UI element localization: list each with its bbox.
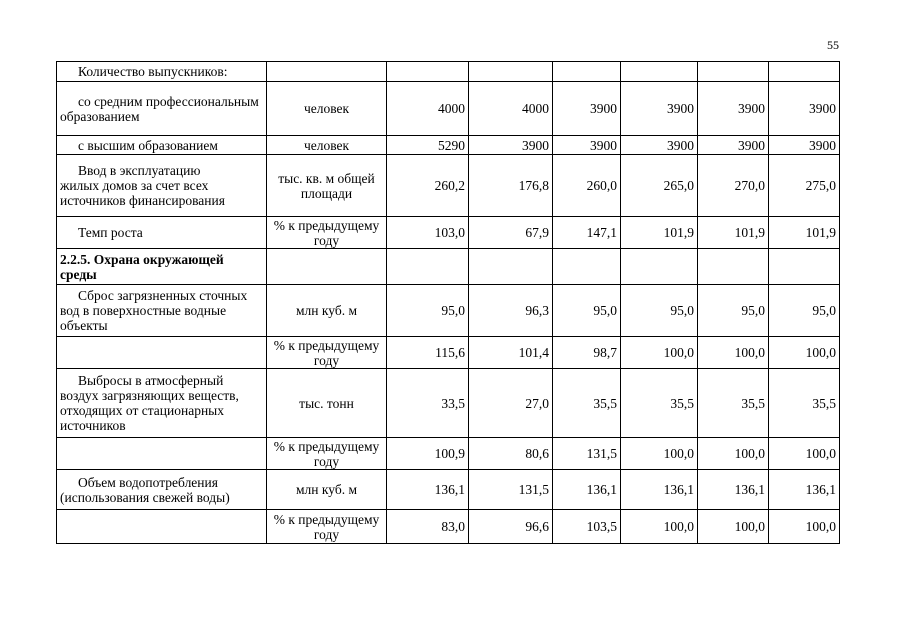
table-row [57,82,840,136]
value-cell: 96,3 [469,285,553,337]
value-cell [469,62,553,82]
table-row [57,438,840,470]
value-cell [387,249,469,285]
value-cell: 136,1 [769,470,840,510]
value-cell: 136,1 [621,470,698,510]
value-cell: 35,5 [698,369,769,438]
value-cell [553,249,621,285]
value-cell: 4000 [469,82,553,136]
value-cell: 3900 [621,136,698,155]
value-cell: 3900 [469,136,553,155]
value-cell: 100,0 [621,438,698,470]
table-row [57,470,840,510]
value-cell: 95,0 [769,285,840,337]
value-cell: 115,6 [387,337,469,369]
value-cell [769,249,840,285]
page-number: 55 [827,38,839,52]
value-cell: 95,0 [621,285,698,337]
row-unit: % к предыдущему году [267,438,387,470]
row-label: Сброс загрязненных сточных вод в поверхностные водные объекты [57,285,267,337]
row-label: Количество выпускников: [57,62,267,82]
table-row [57,155,840,217]
value-cell [769,62,840,82]
value-cell: 5290 [387,136,469,155]
table-row [57,285,840,337]
value-cell: 101,9 [769,217,840,249]
row-label: Объем водопотребления (использования свежей воды) [57,470,267,510]
value-cell: 100,0 [769,510,840,544]
value-cell: 101,9 [621,217,698,249]
indicators-table-body [57,62,840,544]
table-row [57,510,840,544]
value-cell: 96,6 [469,510,553,544]
value-cell: 103,5 [553,510,621,544]
row-label: со средним профессиональным образованием [57,82,267,136]
value-cell: 136,1 [387,470,469,510]
value-cell: 33,5 [387,369,469,438]
value-cell: 100,9 [387,438,469,470]
row-unit: % к предыдущему году [267,510,387,544]
value-cell: 100,0 [769,337,840,369]
value-cell: 100,0 [698,337,769,369]
row-unit: тыс. кв. м общей площади [267,155,387,217]
value-cell: 95,0 [387,285,469,337]
value-cell: 67,9 [469,217,553,249]
value-cell: 100,0 [621,510,698,544]
value-cell: 95,0 [553,285,621,337]
value-cell: 260,2 [387,155,469,217]
row-unit: % к предыдущему году [267,337,387,369]
row-unit: % к предыдущему году [267,217,387,249]
row-label: Темп роста [57,217,267,249]
row-unit: млн куб. м [267,285,387,337]
row-label: с высшим образованием [57,136,267,155]
table-row [57,369,840,438]
value-cell: 3900 [553,82,621,136]
row-unit: тыс. тонн [267,369,387,438]
value-cell: 265,0 [621,155,698,217]
value-cell: 260,0 [553,155,621,217]
value-cell: 101,9 [698,217,769,249]
value-cell: 100,0 [769,438,840,470]
value-cell: 176,8 [469,155,553,217]
table-row [57,337,840,369]
value-cell: 100,0 [621,337,698,369]
indicators-table [56,61,840,544]
value-cell: 27,0 [469,369,553,438]
row-label: Ввод в эксплуатацию жилых домов за счет всех источников финансирования [57,155,267,217]
value-cell: 136,1 [553,470,621,510]
value-cell: 131,5 [553,438,621,470]
table-row [57,62,840,82]
value-cell [553,62,621,82]
value-cell: 98,7 [553,337,621,369]
row-label [57,337,267,369]
value-cell [387,62,469,82]
row-label [57,438,267,470]
table-row [57,217,840,249]
value-cell: 3900 [621,82,698,136]
value-cell: 147,1 [553,217,621,249]
value-cell: 3900 [698,82,769,136]
value-cell: 100,0 [698,438,769,470]
value-cell: 103,0 [387,217,469,249]
value-cell: 275,0 [769,155,840,217]
value-cell: 3900 [769,136,840,155]
value-cell [621,249,698,285]
value-cell: 80,6 [469,438,553,470]
row-unit: человек [267,82,387,136]
value-cell [621,62,698,82]
row-unit: человек [267,136,387,155]
value-cell: 35,5 [621,369,698,438]
section-heading: 2.2.5. Охрана окружающей среды [57,249,267,285]
row-unit [267,249,387,285]
value-cell: 4000 [387,82,469,136]
value-cell: 35,5 [769,369,840,438]
value-cell: 100,0 [698,510,769,544]
value-cell [698,249,769,285]
row-unit: млн куб. м [267,470,387,510]
value-cell: 101,4 [469,337,553,369]
value-cell [698,62,769,82]
value-cell: 270,0 [698,155,769,217]
value-cell: 83,0 [387,510,469,544]
value-cell [469,249,553,285]
row-label [57,510,267,544]
value-cell: 3900 [769,82,840,136]
value-cell: 3900 [553,136,621,155]
value-cell: 131,5 [469,470,553,510]
table-row [57,136,840,155]
value-cell: 136,1 [698,470,769,510]
value-cell: 35,5 [553,369,621,438]
value-cell: 95,0 [698,285,769,337]
row-label: Выбросы в атмосферный воздух загрязняющих веществ, отходящих от стационарных источников [57,369,267,438]
table-row [57,249,840,285]
row-unit [267,62,387,82]
value-cell: 3900 [698,136,769,155]
